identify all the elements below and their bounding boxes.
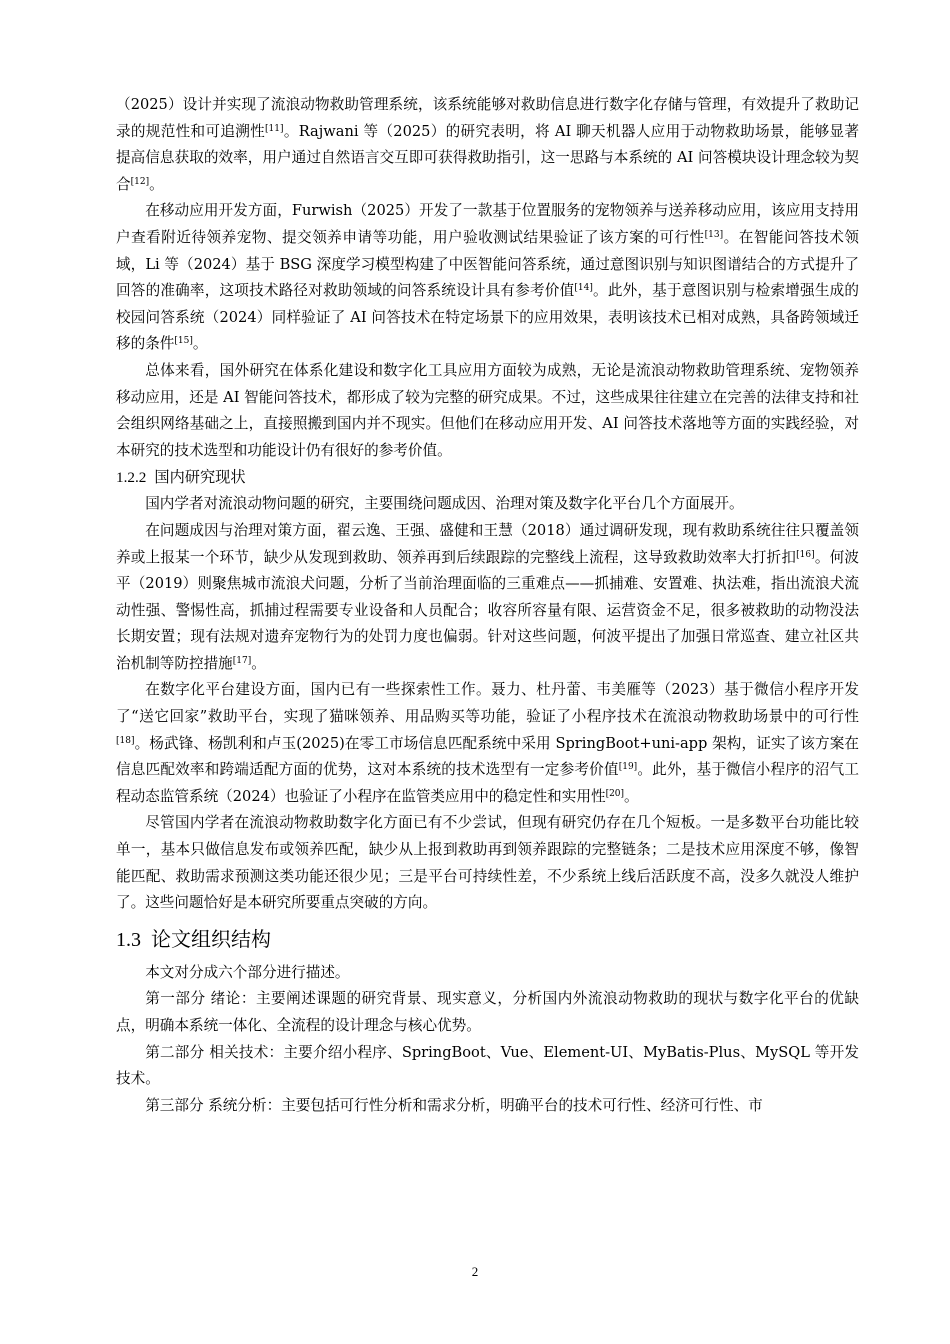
citation-ref: [18] [116,735,135,746]
paragraph-text: 第三部分 系统分析：主要包括可行性分析和需求分析，明确平台的技术可行性、经济可行性、市 [145,1096,763,1114]
paragraph-text: 。杨武锋、杨凯利和卢玉(2025)在零工市场信息匹配系统中采用 SpringBoot+uni-app 架构，证实了该方案在信息匹配效率和跨端适配方面的优势，这对本系统的技术选型有一定参考价值 [116,734,859,779]
paragraph-text: 。 [192,335,208,353]
paragraph-text: 尽管国内学者在流浪动物救助数字化方面已有不少尝试，但现有研究仍存在几个短板。一是多数平台功能比较单一，基本只做信息发布或领养匹配，缺少从上报到救助再到领养跟踪的完整链条；二是技术应用深度不够，像智能匹配、救助需求预测这类功能还很少见；三是平台可持续性差，不少系统上线后活跃度不高，没多久就没人维护了。这些问题恰好是本研究所要重点突破的方向。 [116,814,859,912]
section-number: 1.2.2 [116,469,147,487]
paragraph-text: 。 [149,175,164,193]
paragraph [116,960,859,987]
paragraph-text: 。此外，基于微信小程序的沼气工程动态监管系统（2024）也验证了小程序在监管类应用中的稳定性和实用性 [116,761,859,805]
paragraph [116,1093,859,1120]
page-number: 2 [471,1264,479,1279]
paragraph [116,677,859,810]
paragraph [116,810,859,916]
paragraph [116,1040,859,1093]
section-number: 1.3 [116,928,141,951]
paragraph-text: 。 [624,787,639,805]
paragraph-text: 国内学者对流浪动物问题的研究，主要围绕问题成因、治理对策及数字化平台几个方面展开。 [145,495,744,513]
paragraph-text: 在移动应用开发方面，Furwish（2025）开发了一款基于位置服务的宠物领养与送养移动应用，该应用支持用户查看附近待领养宠物、提交领养申请等功能，用户验收测试结果验证了该方案的可行性 [116,202,859,246]
paragraph-text: 第一部分 绪论：主要阐述课题的研究背景、现实意义，分析国内外流浪动物救助的现状与数字化平台的优缺点，明确本系统一体化、全流程的设计理念与核心优势。 [116,990,859,1034]
citation-ref: [16] [796,549,815,560]
foreign-research-section [116,92,859,464]
paragraph-text: 在问题成因与治理对策方面，翟云逸、王强、盛健和王慧（2018）通过调研发现，现有救助系统往往只覆盖领养或上报某一个环节，缺少从发现到救助、领养再到后续跟踪的完整线上流程，这导致救助效率大打折扣 [116,521,859,566]
paragraph-text: 。 [251,654,266,672]
citation-ref: [17] [232,655,252,666]
paragraph [116,92,859,198]
citation-ref: [15] [174,336,193,347]
citation-ref: [20] [605,788,625,799]
paragraph [116,491,859,518]
section-heading-1-2-2 [116,464,859,491]
paragraph [116,198,859,358]
section-title: 国内研究现状 [154,468,246,487]
paragraph-text: 。此外，基于意图识别与检索增强生成的校园问答系统（2024）同样验证了 AI 问答技术在特定场景下的应用效果，表明该技术已相对成熟，具备跨领域迁移的条件 [116,282,859,353]
paragraph [116,986,859,1039]
paragraph-text: （2025）设计并实现了流浪动物救助管理系统，该系统能够对救助信息进行数字化存储与管理，有效提升了救助记录的规范性和可追溯性 [116,96,859,140]
document-body [116,92,859,1119]
paragraph-text: 。Rajwani 等（2025）的研究表明，将 AI 聊天机器人应用于动物救助场景，能够显著提高信息获取的效率，用户通过自然语言交互即可获得救助指引，这一思路与本系统的 AI 问答模块设计理念较为契合 [116,122,859,193]
citation-ref: [19] [618,762,638,773]
section-title: 论文组织结构 [151,926,271,951]
citation-ref: [13] [704,229,724,240]
citation-ref: [14] [574,283,593,294]
paragraph-text: 本文对分成六个部分进行描述。 [145,963,350,981]
citation-ref: [12] [130,176,150,187]
paragraph-text: 总体来看，国外研究在体系化建设和数字化工具应用方面较为成熟，无论是流浪动物救助管理系统、宠物领养移动应用，还是 AI 智能问答技术，都形成了较为完整的研究成果。不过，这些成果往往建立在完善的法律支持和社会组织网络基础之上，直接照搬到国内并不现实。但他们在移动应用开发、AI 问答技术落地等方面的实践经验，对本研究的技术选型和功能设计仍有很好的参考价值。 [116,361,859,459]
domestic-research-section [116,491,859,917]
paragraph [116,358,859,464]
paragraph-text: 第二部分 相关技术：主要介绍小程序、SpringBoot、Vue、Element-UI、MyBatis-Plus、MySQL 等开发技术。 [116,1043,859,1088]
paragraph-text: 。在智能问答技术领域，Li 等（2024）基于 BSG 深度学习模型构建了中医智能问答系统，通过意图识别与知识图谱结合的方式提升了回答的准确率，这项技术路径对救助领域的问答系统设计具有参考价值 [116,228,859,300]
thesis-structure-section [116,960,859,1120]
citation-ref: [11] [265,123,284,134]
section-heading-1-3 [116,921,859,958]
paragraph-text: 在数字化平台建设方面，国内已有一些探索性工作。聂力、杜丹蕾、韦美雁等（2023）基于微信小程序开发了“送它回家”救助平台，实现了猫咪领养、用品购买等功能，验证了小程序技术在流浪动物救助场景中的可行性 [116,681,859,726]
paragraph-text: 。何波平（2019）则聚焦城市流浪犬问题，分析了当前治理面临的三重难点——抓捕难、安置难、执法难，指出流浪犬流动性强、警惕性高，抓捕过程需要专业设备和人员配合；收容所容量有限、运营资金不足，很多被救助的动物没法长期安置；现有法规对遗弃宠物行为的处罚力度也偏弱。针对这些问题，何波平提出了加强日常巡查、建立社区共治机制等防控措施 [116,548,859,672]
paragraph [116,518,859,678]
